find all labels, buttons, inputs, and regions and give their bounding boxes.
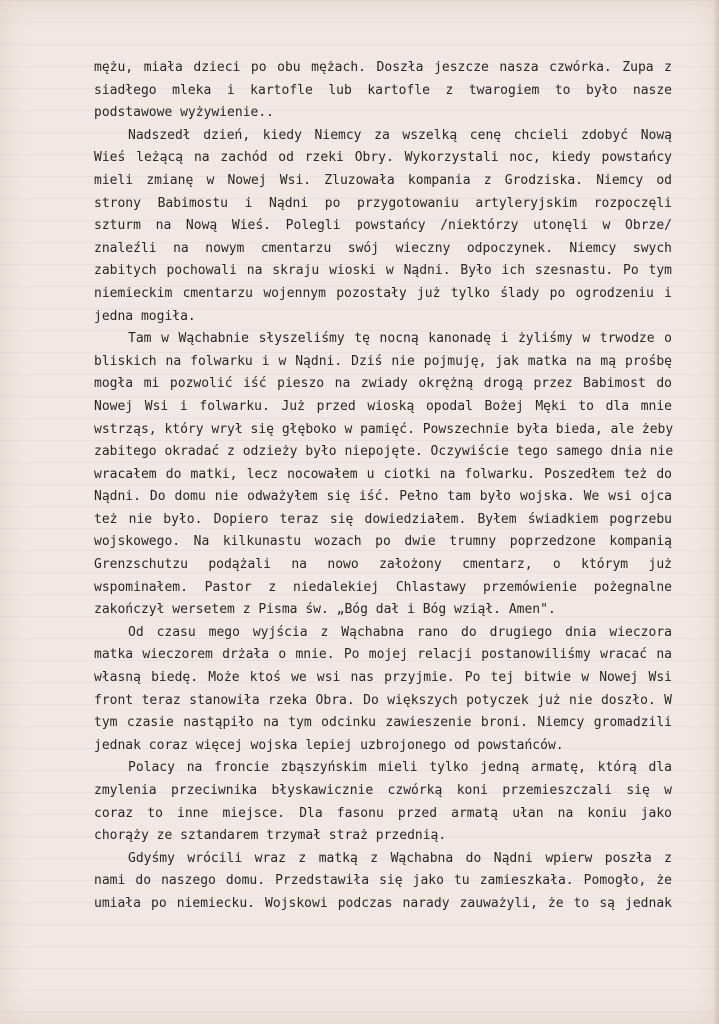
text-line: wstrząs, który wrył się głęboko w pamięć. Powszechnie była bieda, ale żeby [94,421,674,437]
text-line: zabitego okradać z odzieży było niepojęte. Oczywiście tego samego dnia nie [94,444,674,460]
text-line: nami do naszego domu. Przedstawiła się jako tu zamieszkała. Pomogło, że [94,873,672,889]
paragraph [94,125,672,328]
paragraph [94,757,672,847]
text-line: wracałem do matki, lecz nocowałem u ciotki na folwarku. Poszedłem też do [94,466,672,482]
text-line: tym czasie nastąpiło na tym odcinku zawieszenie broni. Niemcy gromadzili [94,715,672,731]
text-line: coraz to inne miejsce. Dla fasonu przed armatą ułan na koniu jako [94,805,672,821]
text-line: wojskowego. Na kilkunastu wozach po dwie trumny poprzedzone kompanią [94,534,672,550]
text-line: Tam w Wąchabnie słyszeliśmy tę nocną kanonadę i żyliśmy w trwodze o [128,331,672,347]
text-line: jedna mogiła. [94,308,196,324]
text-line: niemieckim cmentarzu wojennym pozostały już tylko ślady po ogrodzeniu i [94,285,672,301]
text-line: Nądni. Do domu nie odważyłem się iść. Pełno tam było wojska. We wsi ojca [94,489,672,505]
text-line: zakończył wersetem z Pisma św. „Bóg dał i Bóg wziął. Amen". [94,602,556,618]
text-line: siadłego mleka i kartofle lub kartofle z twarogiem to było nasze [94,82,672,98]
text-line: strony Babimostu i Nądni po przygotowaniu artyleryjskim rozpoczęli [94,195,672,211]
text-line: Polacy na froncie zbąszyńskim mieli tylko jedną armatę, którą dla [128,760,672,776]
paragraph [94,328,672,622]
text-line: mieli zmianę w Nowej Wsi. Zluzowała kompania z Grodziska. Niemcy od [94,172,672,188]
text-line: mężu, miała dzieci po obu mężach. Doszła jeszcze nasza czwórka. Zupa z [94,60,672,75]
paragraph [94,57,672,125]
text-line: zmylenia przeciwnika błyskawicznie czwórką koni przemieszczali się w [94,783,672,798]
text-line: też nie było. Dopiero teraz się dowiedziałem. Byłem świadkiem pogrzebu [94,511,672,527]
text-line: chorąży ze sztandarem trzymał straż przednią. [94,828,447,844]
text-line: mogła mi pozwolić iść pieszo na zwiady okrężną drogą przez Babimost do [94,376,672,392]
text-line: szturm na Nową Wieś. Polegli powstańcy /niektórzy utonęli w Obrze/ [94,218,672,234]
text-line: Nowej Wsi i folwarku. Już przed wioską opodal Bożej Męki to dla mnie [94,398,672,414]
text-line: matka wieczorem drżała o mnie. Po mojej relacji postanowiliśmy wracać na [94,647,672,663]
typed-text-body [94,57,672,916]
paragraph [94,848,672,916]
text-line: umiała po niemiecku. Wojskowi podczas narady zauważyli, że to są jednak [94,895,672,911]
text-line: Wieś leżącą na zachód od rzeki Obry. Wykorzystali noc, kiedy powstańcy [94,150,672,166]
text-line: wspominałem. Pastor z niedalekiej Chlastawy przemówienie pożegnalne [94,579,672,595]
paper-edge-shadow [713,0,719,1024]
text-line: Grenzschutzu podążali na nowo założony cmentarz, o którym już [94,557,672,573]
text-line: bliskich na folwarku i w Nądni. Dziś nie pojmuję, jak matka na mą prośbę [94,353,672,369]
text-line: podstawowe wyżywienie.. [94,105,275,121]
text-line: znaleźli na nowym cmentarzu swój wieczny odpoczynek. Niemcy swych [94,240,672,256]
text-line: jednak coraz więcej wojska lepiej uzbrojonego od powstańców. [94,737,564,753]
text-line: własną biedę. Może ktoś we wsi nas przyjmie. Po tej bitwie w Nowej Wsi [94,670,672,686]
paragraph [94,622,672,758]
text-line: Nadszedł dzień, kiedy Niemcy za wszelką cenę chcieli zdobyć Nową [128,127,672,143]
text-line: Gdyśmy wrócili wraz z matką z Wąchabna do Nądni wpierw poszła z [128,850,672,866]
text-line: front teraz stanowiła rzeka Obra. Do większych potyczek już nie doszło. W [94,692,672,708]
text-line: Od czasu mego wyjścia z Wąchabna rano do drugiego dnia wieczora [128,624,672,640]
text-line: zabitych pochowali na skraju wioski w Nądni. Było ich szesnastu. Po tym [94,263,672,279]
